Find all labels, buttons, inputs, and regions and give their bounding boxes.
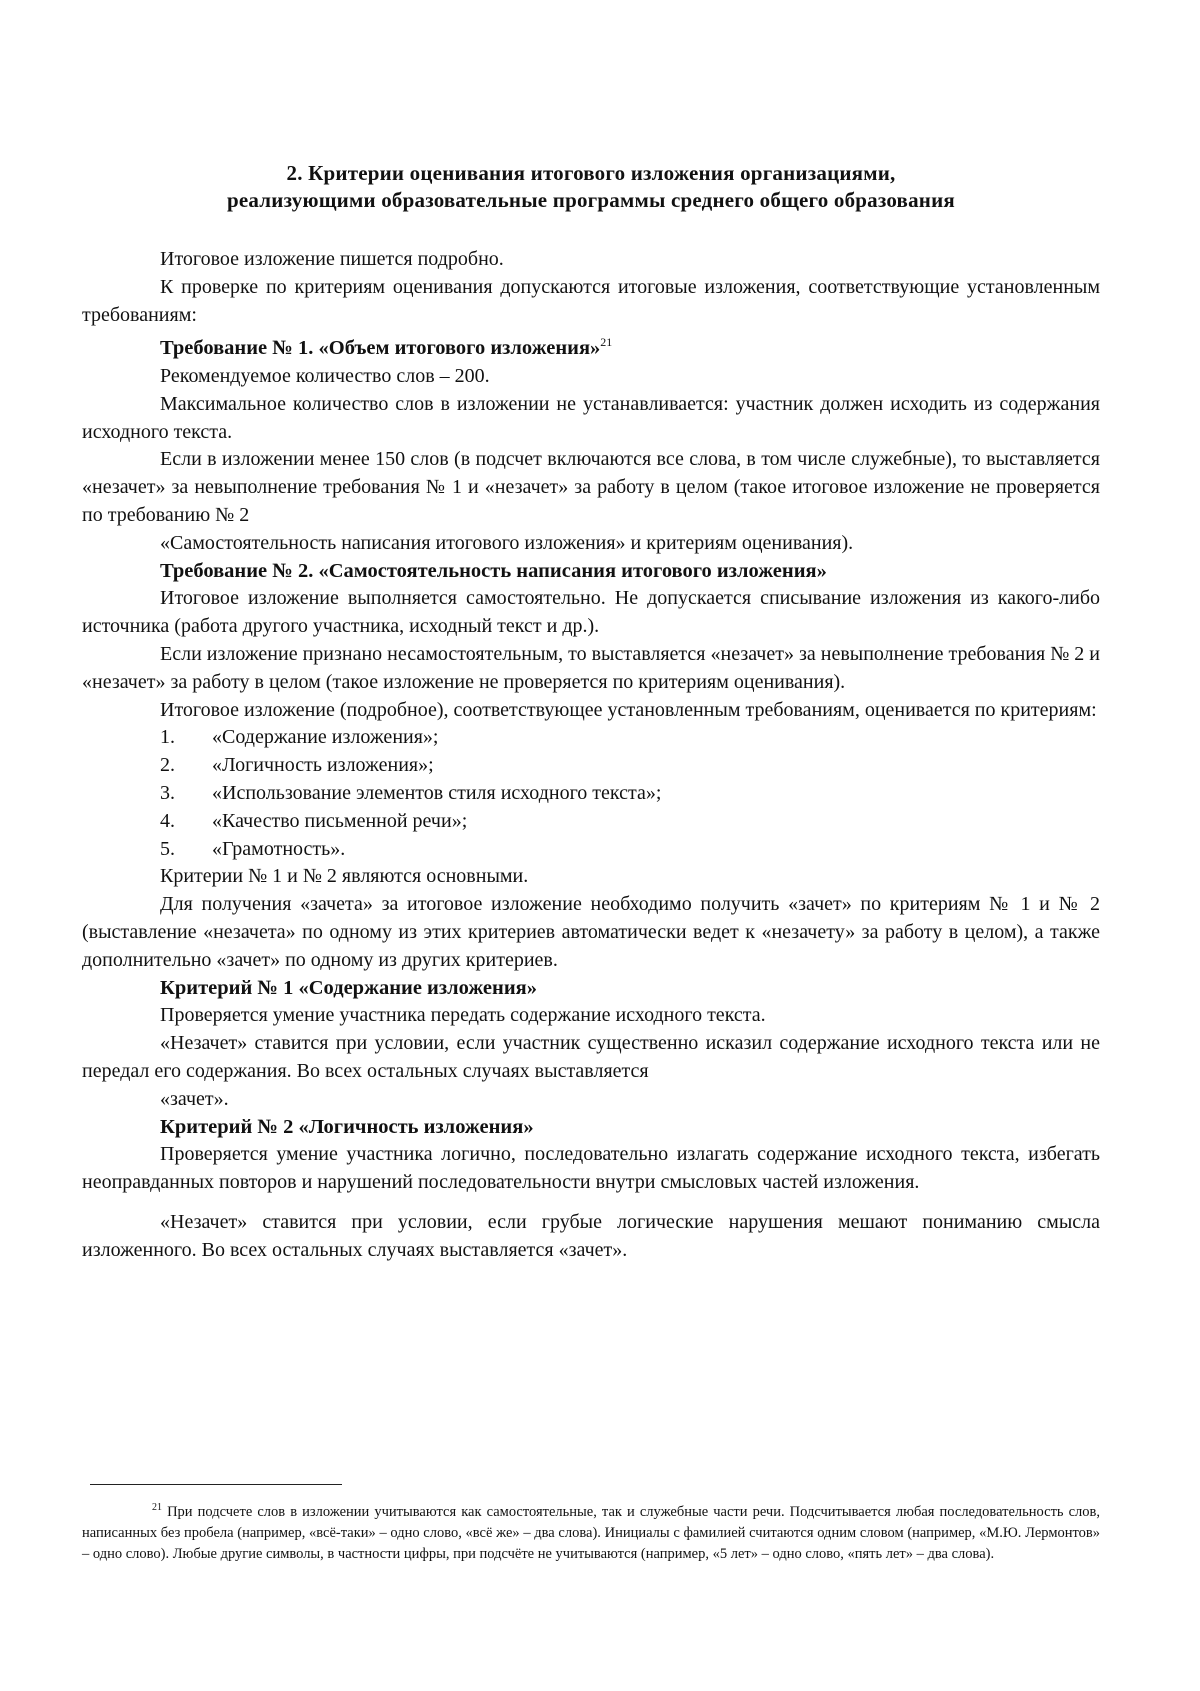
main-criteria-note: Критерии № 1 и № 2 являются основными. xyxy=(160,865,529,888)
criterion-2-paragraph-1: Проверяется умение участника логично, последовательно излагать содержание исходного текста, избегать неоправданных повторов и нарушений последовательности внутри смысловых частей изложения. xyxy=(82,1143,1100,1194)
requirement-2-paragraph-3: Итоговое изложение (подробное), соответствующее установленным требованиям, оценивается по критериям: xyxy=(160,698,1097,721)
criterion-1-paragraph-2: «Незачет» ставится при условии, если участник существенно исказил содержание исходного текста или не передал его содержания. Во всех остальных случаях выставляется xyxy=(82,1032,1100,1082)
document-page xyxy=(82,160,1100,1265)
footnote-21 xyxy=(82,1497,1100,1565)
requirement-1-paragraph-3-continued: «Самостоятельность написания итогового изложения» и критериям оценивания). xyxy=(160,531,854,554)
intro-paragraph-1: Итоговое изложение пишется подробно. xyxy=(160,248,504,270)
pass-condition-paragraph: Для получения «зачета» за итоговое изложение необходимо получить «зачет» по критериям № 1 и № 2 (выставление «незачета» по одному из этих критериев автоматически ведет к «незачету» за работу в целом), а также дополнительно «зачет» по одному из других критериев. xyxy=(82,893,1100,971)
footnote-ref-21: 21 xyxy=(600,335,613,350)
requirement-1-paragraph-1: Рекомендуемое количество слов – 200. xyxy=(160,365,490,388)
requirement-1-paragraph-3: Если в изложении менее 150 слов (в подсчет включаются все слова, в том числе служебные), то выставляется «незачет» за невыполнение требования № 1 и «незачет» за работу в целом (такое итоговое изложение не проверяется по требованию № 2 xyxy=(82,448,1100,526)
criterion-1-paragraph-1: Проверяется умение участника передать содержание исходного текста. xyxy=(160,1004,766,1027)
list-item xyxy=(82,808,1100,836)
list-item-text: «Качество письменной речи»; xyxy=(212,809,468,832)
list-item xyxy=(82,752,1100,780)
criterion-1-paragraph-2-continued: «зачет». xyxy=(160,1087,229,1110)
list-item-number: 4. xyxy=(160,809,175,832)
footnote-separator xyxy=(90,1484,342,1485)
paragraph-gap xyxy=(82,1197,1100,1209)
section-heading xyxy=(82,160,1100,214)
requirement-1-title xyxy=(82,329,1100,363)
section-heading-line-1: 2. Критерии оценивания итогового изложения организациями, xyxy=(286,161,896,185)
footnote-number: 21 xyxy=(152,1502,162,1513)
list-item-text: «Использование элементов стиля исходного текста»; xyxy=(212,781,662,804)
requirement-2-title: Требование № 2. «Самостоятельность написания итогового изложения» xyxy=(160,559,827,582)
requirement-1-title-text: Требование № 1. «Объем итогового изложения» xyxy=(160,337,601,360)
list-item-text: «Логичность изложения»; xyxy=(212,754,434,777)
list-item xyxy=(82,780,1100,808)
list-item-text: «Грамотность». xyxy=(212,837,346,860)
list-item-number: 3. xyxy=(160,781,175,804)
requirement-2-paragraph-1: Итоговое изложение выполняется самостоятельно. Не допускается списывание изложения из какого-либо источника (работа другого участника, исходный текст и др.). xyxy=(82,587,1100,638)
list-item-text: «Содержание изложения»; xyxy=(212,726,439,749)
requirement-2-paragraph-2: Если изложение признано несамостоятельным, то выставляется «незачет» за невыполнение требования № 2 и «незачет» за работу в целом (такое изложение не проверяется по критериям оценивания). xyxy=(82,642,1100,693)
intro-paragraph-2: К проверке по критериям оценивания допускаются итоговые изложения, соответствующие установленным требованиям: xyxy=(82,275,1100,326)
list-item xyxy=(82,836,1100,864)
criteria-list xyxy=(82,724,1100,863)
footnote-text: При подсчете слов в изложении учитываются как самостоятельные, так и служебные части речи. Подсчитывается любая последовательность слов, написанных без пробела (например, «всё-таки» – одно слово, «всё же» – два слова). Инициалы с фамилией считаются одним словом (например, «М.Ю. Лермонтов» – одно слово). Любые другие символы, в частности цифры, при подсчёте не учитываются (например, «5 лет» – одно слово, «пять лет» – два слова). xyxy=(82,1503,1100,1562)
list-item-number: 1. xyxy=(160,726,175,749)
section-heading-line-2: реализующими образовательные программы среднего общего образования xyxy=(227,188,955,212)
requirement-1-paragraph-2: Максимальное количество слов в изложении не устанавливается: участник должен исходить из содержания исходного текста. xyxy=(82,392,1100,443)
list-item xyxy=(82,724,1100,752)
criterion-1-title: Критерий № 1 «Содержание изложения» xyxy=(160,976,537,999)
list-item-number: 5. xyxy=(160,837,175,860)
criterion-2-title: Критерий № 2 «Логичность изложения» xyxy=(160,1115,534,1138)
criterion-2-paragraph-2: «Незачет» ставится при условии, если грубые логические нарушения мешают пониманию смысла изложенного. Во всех остальных случаях выставляется «зачет». xyxy=(82,1210,1100,1261)
list-item-number: 2. xyxy=(160,754,175,777)
